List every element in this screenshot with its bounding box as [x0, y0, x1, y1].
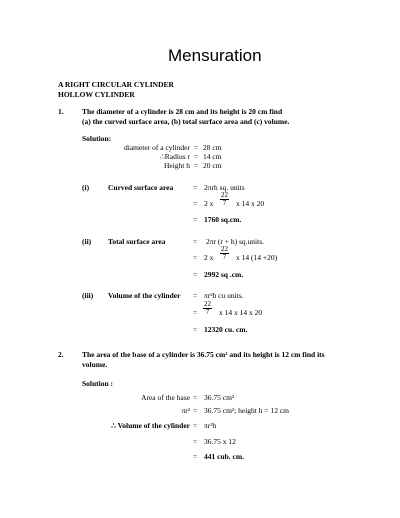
part-i-step1: 2πrh sq. units [204, 183, 245, 192]
fraction-numerator: 22 [221, 245, 228, 253]
part-iii-step2: x 14 x 14 x 20 [219, 308, 263, 317]
part-iii-label: Volume of the cylinder [108, 291, 181, 300]
given-diameter-label: diameter of a cylinder [123, 143, 190, 152]
part-i-result: 1760 sq.cm. [204, 215, 242, 224]
fraction-numerator: 22 [221, 191, 228, 199]
part-ii-step2b: x 14 (14 +20) [236, 253, 278, 262]
p2-row2-label: πr² [181, 406, 190, 415]
part-ii-roman: (ii) [82, 237, 92, 246]
part-i-eq1: = [193, 183, 198, 192]
part-ii-eq1: = [193, 237, 198, 246]
p2-row1-label: Area of the base [141, 393, 190, 402]
problem-1-solution-label: Solution: [82, 134, 112, 143]
given-height-eq: = [194, 161, 199, 170]
problem-2-text-line1: The area of the base of a cylinder is 36.75 cm² and its height is 12 cm find its [82, 350, 325, 359]
given-radius-label: ∴Radius r [160, 152, 190, 161]
p2-row2-eq: = [193, 406, 198, 415]
fraction-denominator: 7 [222, 253, 227, 261]
p2-row4-eq: = [193, 437, 198, 446]
fraction-denominator: 7 [222, 199, 227, 207]
given-radius-eq: = [194, 152, 199, 161]
part-i-label: Curved surface area [108, 183, 174, 192]
problem-2-text-line2: volume. [82, 360, 108, 369]
part-ii-eq2: = [193, 253, 198, 262]
p2-row5-value: 441 cub. cm. [204, 452, 244, 461]
problem-1-text-line2: (a) the curved surface area, (b) total surface area and (c) volume. [82, 117, 290, 126]
p2-row3-value: πr²h [204, 421, 217, 430]
p2-row5-eq: = [193, 452, 198, 461]
part-ii-fraction [220, 246, 229, 261]
given-diameter-eq: = [194, 143, 199, 152]
part-iii-eq3: = [193, 325, 198, 334]
problem-2-number: 2. [58, 350, 64, 359]
part-i-roman: (i) [82, 183, 90, 192]
part-ii-label: Total surface area [108, 237, 166, 246]
page-title: Mensuration [168, 46, 262, 65]
part-iii-result: 12320 cu. cm. [204, 325, 248, 334]
part-ii-eq3: = [193, 270, 198, 279]
part-iii-roman: (iii) [82, 291, 94, 300]
p2-row1-value: 36.75 cm² [204, 393, 235, 402]
part-i-eq3: = [193, 215, 198, 224]
part-i-step2a: 2 x [204, 199, 214, 208]
given-radius-value: 14 cm [203, 152, 222, 161]
part-i-eq2: = [193, 199, 198, 208]
part-ii-step1: 2πr (r + h) sq.units. [206, 237, 265, 246]
p2-row3-label: ∴ Volume of the cylinder [111, 421, 190, 430]
problem-2-solution-label: Solution : [82, 379, 114, 388]
section-heading: A RIGHT CIRCULAR CYLINDER [58, 80, 174, 89]
fraction-numerator: 22 [204, 300, 211, 308]
part-iii-step1: πr²h cu units. [204, 291, 244, 300]
problem-1-number: 1. [58, 107, 64, 116]
part-i-fraction [220, 192, 229, 207]
given-diameter-value: 28 cm [203, 143, 222, 152]
section-subheading: HOLLOW CYLINDER [58, 90, 135, 99]
p2-row1-eq: = [193, 393, 198, 402]
p2-row2-value: 36.75 cm²; height h = 12 cm [204, 406, 290, 415]
part-iii-eq1: = [193, 291, 198, 300]
p2-row4-value: 36.75 x 12 [204, 437, 236, 446]
part-i-step2b: x 14 x 20 [236, 199, 265, 208]
part-ii-step2a: 2 x [204, 253, 214, 262]
problem-1-text-line1: The diameter of a cylinder is 28 cm and its height is 20 cm find [82, 107, 283, 116]
part-iii-eq2: = [193, 308, 198, 317]
given-height-value: 20 cm [203, 161, 222, 170]
part-ii-result: 2992 sq .cm. [204, 270, 244, 279]
fraction-denominator: 7 [205, 308, 210, 316]
given-height-label: Height h [163, 161, 190, 170]
p2-row3-eq: = [193, 421, 198, 430]
part-iii-fraction [203, 301, 212, 316]
